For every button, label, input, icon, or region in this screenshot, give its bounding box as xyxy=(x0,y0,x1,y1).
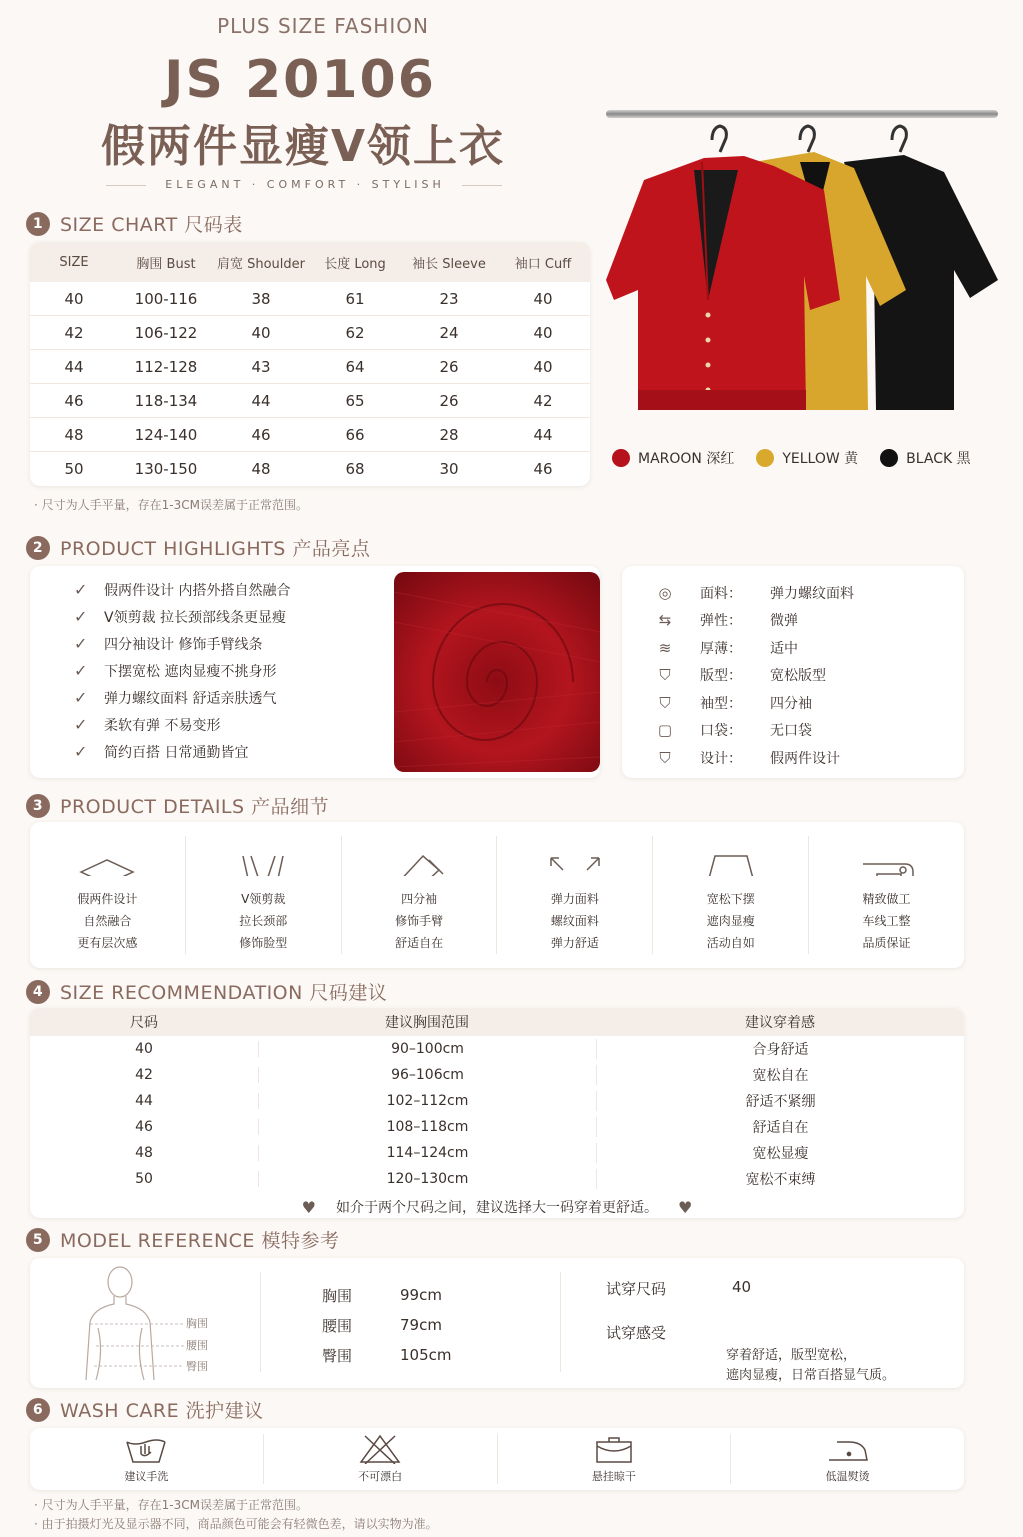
spec-value: 四分袖 xyxy=(770,695,812,712)
highlight-text: 假两件设计 内搭外搭自然融合 xyxy=(104,582,291,599)
header-cell: 胸围 Bust xyxy=(136,256,196,272)
feel-text: 遮肉显瘦，日常百搭显气质。 xyxy=(726,1368,896,1383)
measure-row xyxy=(322,1280,452,1310)
list-item xyxy=(74,630,290,657)
detail-line: 拉长颈部 xyxy=(239,914,288,928)
cell: 124-140 xyxy=(134,425,198,444)
color-dot xyxy=(612,449,630,467)
detail-line: 弹力舒适 xyxy=(550,936,599,950)
detail-line: 活动自如 xyxy=(706,936,755,950)
header-cell: 建议穿着感 xyxy=(745,1015,815,1031)
section-header-size-chart xyxy=(26,210,243,237)
pocket-icon: ▢ xyxy=(657,721,673,740)
hand-wash-icon xyxy=(123,1434,169,1464)
spec-list xyxy=(650,579,854,772)
color-label: MAROON 深红 xyxy=(638,451,735,467)
size-chart-note: · 尺寸为人手平量，存在1-3CM误差属于正常范围。 xyxy=(34,498,308,512)
detail-line: 弹力面料 xyxy=(550,892,599,906)
cell: 102–112cm xyxy=(258,1093,596,1109)
cell: 61 xyxy=(345,289,365,308)
cell: 114–124cm xyxy=(258,1145,596,1161)
cell: 96–106cm xyxy=(258,1067,596,1083)
table-row xyxy=(30,384,590,418)
table-row xyxy=(30,1114,964,1140)
table-row xyxy=(30,282,590,316)
highlight-text: V领剪裁 拉长颈部线条更显瘦 xyxy=(104,609,287,626)
detail-line: 螺纹面料 xyxy=(550,914,599,928)
check-icon: ✓ xyxy=(74,634,88,653)
wash-label: 不可漂白 xyxy=(358,1470,403,1483)
measure-value: 105cm xyxy=(400,1346,452,1364)
wash-care-card xyxy=(30,1428,964,1490)
spec-key: 袖型： xyxy=(700,695,742,712)
cell: 50 xyxy=(135,1171,153,1187)
header-cell: 袖长 Sleeve xyxy=(412,256,486,272)
section-number: 6 xyxy=(26,1398,50,1422)
detail-item xyxy=(653,836,809,954)
header-cell: 尺码 xyxy=(130,1015,158,1031)
spec-card xyxy=(622,566,964,778)
color-dot xyxy=(880,449,898,467)
cell: 44 xyxy=(135,1093,153,1109)
detail-item xyxy=(30,836,186,954)
cell: 46 xyxy=(135,1119,153,1135)
section-number: 4 xyxy=(26,980,50,1004)
cell: 26 xyxy=(439,357,459,376)
sewing-machine-icon xyxy=(857,852,917,876)
sleeve-icon: ⛉ xyxy=(659,693,671,712)
section-title: PRODUCT HIGHLIGHTS 产品亮点 xyxy=(60,538,371,560)
detail-item xyxy=(809,836,964,954)
cell: 130-150 xyxy=(134,460,198,478)
detail-line: 自然融合 xyxy=(83,914,132,928)
footer-note: · 尺寸为人手平量，存在1-3CM误差属于正常范围。 xyxy=(34,1498,308,1512)
detail-line: 修饰脸型 xyxy=(239,936,288,950)
header-cell: 长度 Long xyxy=(324,256,386,272)
cell: 40 xyxy=(533,289,553,308)
table-row xyxy=(30,1036,964,1062)
color-label: YELLOW 黄 xyxy=(782,451,859,467)
cell: 42 xyxy=(533,391,553,410)
measure-key: 胸围 xyxy=(322,1286,353,1305)
cell: 宽松显瘦 xyxy=(596,1143,964,1163)
highlight-list xyxy=(74,576,290,765)
cell: 112-128 xyxy=(134,357,198,376)
section-title: SIZE RECOMMENDATION 尺码建议 xyxy=(60,982,388,1004)
spec-value: 假两件设计 xyxy=(770,750,840,767)
cell: 舒适自在 xyxy=(596,1117,964,1137)
check-icon: ✓ xyxy=(74,688,88,707)
divider xyxy=(560,1272,561,1372)
table-row xyxy=(30,418,590,452)
hem-icon xyxy=(701,852,761,876)
cell: 64 xyxy=(345,357,365,376)
header-cell: 建议胸围范围 xyxy=(385,1015,469,1031)
wash-label: 悬挂晾干 xyxy=(591,1470,636,1483)
cell: 宽松不束缚 xyxy=(596,1169,964,1189)
body-figure-icon xyxy=(80,1262,190,1384)
highlight-text: 弹力螺纹面料 舒适亲肤透气 xyxy=(104,690,277,707)
shirt-icon: ⛉ xyxy=(659,666,671,685)
header-cell: 袖口 Cuff xyxy=(514,256,572,272)
heart-icon: ♥ xyxy=(678,1197,693,1217)
cell: 38 xyxy=(251,289,271,308)
cell: 46 xyxy=(64,391,84,410)
table-row xyxy=(30,350,590,384)
fabric-icon: ◎ xyxy=(658,583,672,602)
detail-line: V领剪裁 xyxy=(241,892,286,906)
section-header-recommendation xyxy=(26,978,387,1005)
table-row xyxy=(30,1140,964,1166)
layers-icon: ≋ xyxy=(658,638,672,657)
list-item xyxy=(74,711,290,738)
layers-icon xyxy=(77,852,137,876)
figure-label-hip: 臀围 xyxy=(186,1360,208,1373)
cell: 合身舒适 xyxy=(596,1039,964,1059)
measure-value: 79cm xyxy=(400,1316,442,1334)
wash-label: 建议手洗 xyxy=(124,1470,169,1483)
hang-dry-icon xyxy=(591,1434,637,1464)
cell: 46 xyxy=(533,460,553,478)
cell: 42 xyxy=(135,1067,153,1083)
cell: 舒适不紧绷 xyxy=(596,1091,964,1111)
section-header-model xyxy=(26,1226,339,1253)
model-reference-card xyxy=(30,1258,964,1388)
spec-value: 弹力螺纹面料 xyxy=(770,585,854,602)
cell: 40 xyxy=(533,357,553,376)
check-icon: ✓ xyxy=(74,607,88,626)
highlight-text: 柔软有弹 不易变形 xyxy=(104,717,221,734)
list-item xyxy=(74,603,290,630)
table-row xyxy=(30,452,590,486)
highlight-text: 下摆宽松 遮肉显瘦不挑身形 xyxy=(104,663,277,680)
cell: 108–118cm xyxy=(258,1119,596,1135)
table-header xyxy=(30,1008,964,1036)
spec-row xyxy=(650,717,854,745)
list-item xyxy=(74,576,290,603)
detail-item xyxy=(186,836,342,954)
cell: 90–100cm xyxy=(258,1041,596,1057)
check-icon: ✓ xyxy=(74,580,88,599)
cell: 50 xyxy=(64,460,84,478)
fabric-closeup-photo xyxy=(394,572,600,772)
size-chart-table xyxy=(30,242,590,486)
cell: 26 xyxy=(439,391,459,410)
detail-line: 更有层次感 xyxy=(77,936,138,950)
cell: 23 xyxy=(439,289,459,308)
spec-key: 面料： xyxy=(700,585,742,602)
section-number: 2 xyxy=(26,536,50,560)
spec-key: 弹性： xyxy=(700,613,742,630)
spec-value: 微弹 xyxy=(770,613,798,630)
cell: 24 xyxy=(439,323,459,342)
cell: 68 xyxy=(345,460,365,478)
wash-item xyxy=(731,1434,964,1484)
spec-value: 无口袋 xyxy=(770,723,812,740)
cell: 43 xyxy=(251,357,271,376)
cell: 106-122 xyxy=(134,323,198,342)
spec-key: 口袋： xyxy=(700,723,742,740)
color-swatch-yellow[interactable] xyxy=(756,448,858,468)
section-header-details xyxy=(26,792,329,819)
cell: 62 xyxy=(345,323,365,342)
cell: 100-116 xyxy=(134,289,198,308)
detail-line: 精致做工 xyxy=(862,892,911,906)
wash-label: 低温熨烫 xyxy=(825,1470,870,1483)
spec-row xyxy=(650,579,854,607)
figure-label-bust: 胸围 xyxy=(186,1317,208,1330)
cell: 40 xyxy=(251,323,271,342)
sleeve-icon xyxy=(389,852,449,876)
spec-key: 设计： xyxy=(700,750,742,767)
brand-tagline: PLUS SIZE FASHION xyxy=(217,14,429,38)
table-row xyxy=(30,1088,964,1114)
wash-item xyxy=(264,1434,498,1484)
table-row xyxy=(30,1166,964,1192)
cell: 40 xyxy=(64,289,84,308)
list-item xyxy=(74,684,290,711)
model-number: JS 20106 xyxy=(164,50,436,110)
section-header-highlights xyxy=(26,534,370,561)
stretch-icon: ⇆ xyxy=(658,611,672,630)
cell: 120–130cm xyxy=(258,1171,596,1187)
cell: 40 xyxy=(135,1041,153,1057)
list-item xyxy=(74,657,290,684)
color-options xyxy=(612,448,971,468)
list-item xyxy=(74,738,290,765)
feel-text: 穿着舒适，版型宽松， xyxy=(726,1348,857,1363)
stretch-arrows-icon xyxy=(545,852,605,876)
section-title: MODEL REFERENCE 模特参考 xyxy=(60,1230,340,1252)
feel-label: 试穿感受 xyxy=(606,1324,667,1342)
v-neck-icon xyxy=(233,852,293,876)
recommendation-note xyxy=(30,1192,964,1218)
section-header-wash xyxy=(26,1396,264,1423)
cell: 40 xyxy=(533,323,553,342)
header-cell: SIZE xyxy=(59,254,89,270)
color-swatch-maroon[interactable] xyxy=(612,448,734,468)
recommendation-table xyxy=(30,1008,964,1218)
measure-value: 99cm xyxy=(400,1286,442,1304)
highlight-text: 四分袖设计 修饰手臂线条 xyxy=(104,636,263,653)
check-icon: ✓ xyxy=(74,742,88,761)
detail-line: 假两件设计 xyxy=(77,892,138,906)
spec-value: 适中 xyxy=(770,640,798,657)
cell: 44 xyxy=(64,357,84,376)
details-card xyxy=(30,822,964,968)
section-number: 3 xyxy=(26,794,50,818)
low-iron-icon xyxy=(825,1434,871,1464)
cell: 118-134 xyxy=(134,391,198,410)
detail-line: 遮肉显瘦 xyxy=(706,914,755,928)
detail-item xyxy=(342,836,498,954)
model-measurements xyxy=(322,1280,452,1370)
detail-line: 品质保证 xyxy=(862,936,911,950)
color-swatch-black[interactable] xyxy=(880,448,970,468)
cell: 28 xyxy=(439,425,459,444)
note-text: 如介于两个尺码之间，建议选择大一码穿着更舒适。 xyxy=(336,1200,658,1216)
spec-row xyxy=(650,744,854,772)
detail-line: 车线工整 xyxy=(862,914,911,928)
cell: 66 xyxy=(345,425,365,444)
cell: 48 xyxy=(135,1145,153,1161)
cell: 44 xyxy=(251,391,271,410)
measure-key: 腰围 xyxy=(322,1316,353,1335)
spec-value: 宽松版型 xyxy=(770,668,826,685)
detail-line: 舒适自在 xyxy=(395,936,444,950)
detail-line: 宽松下摆 xyxy=(706,892,755,906)
detail-line: 修饰手臂 xyxy=(395,914,444,928)
cell: 46 xyxy=(251,425,271,444)
spec-key: 厚薄： xyxy=(700,640,742,657)
wash-item xyxy=(498,1434,732,1484)
spec-row xyxy=(650,689,854,717)
divider xyxy=(462,185,502,186)
section-title: SIZE CHART 尺码表 xyxy=(60,214,243,236)
table-header xyxy=(30,242,590,282)
cell: 宽松自在 xyxy=(596,1065,964,1085)
measure-row xyxy=(322,1340,452,1370)
try-size-label: 试穿尺码 xyxy=(606,1280,667,1298)
check-icon: ✓ xyxy=(74,661,88,680)
check-icon: ✓ xyxy=(74,715,88,734)
section-title: WASH CARE 洗护建议 xyxy=(60,1400,264,1422)
wash-item xyxy=(30,1434,264,1484)
section-number: 1 xyxy=(26,212,50,236)
cell: 65 xyxy=(345,391,365,410)
heart-icon: ♥ xyxy=(301,1197,316,1217)
spec-key: 版型： xyxy=(700,668,742,685)
cell: 48 xyxy=(251,460,271,478)
cell: 42 xyxy=(64,323,84,342)
section-number: 5 xyxy=(26,1228,50,1252)
color-label: BLACK 黑 xyxy=(906,451,971,467)
try-size-value: 40 xyxy=(732,1278,752,1296)
spec-row xyxy=(650,607,854,635)
product-photo-shirts xyxy=(604,100,1000,420)
product-title: 假两件显瘦V领上衣 xyxy=(100,121,506,172)
measure-row xyxy=(322,1310,452,1340)
measure-key: 臀围 xyxy=(322,1346,353,1365)
no-bleach-icon xyxy=(357,1434,403,1464)
color-dot xyxy=(756,449,774,467)
table-row xyxy=(30,316,590,350)
header-cell: 肩宽 Shoulder xyxy=(216,256,306,272)
cell: 44 xyxy=(533,425,553,444)
cell: 30 xyxy=(439,460,459,478)
divider xyxy=(260,1272,261,1372)
divider xyxy=(106,185,146,186)
cell: 48 xyxy=(64,425,84,444)
detail-line: 四分袖 xyxy=(401,892,438,906)
table-row xyxy=(30,1062,964,1088)
figure-label-waist: 腰围 xyxy=(186,1339,208,1352)
section-title: PRODUCT DETAILS 产品细节 xyxy=(60,796,330,818)
detail-item xyxy=(497,836,653,954)
spec-row xyxy=(650,662,854,690)
style-tagline: ELEGANT · COMFORT · STYLISH xyxy=(165,178,445,191)
spec-row xyxy=(650,634,854,662)
footer-note: · 由于拍摄灯光及显示器不同，商品颜色可能会有轻微色差，请以实物为准。 xyxy=(34,1517,438,1531)
design-icon: ⛉ xyxy=(659,748,671,767)
highlight-text: 简约百搭 日常通勤皆宜 xyxy=(104,744,249,761)
